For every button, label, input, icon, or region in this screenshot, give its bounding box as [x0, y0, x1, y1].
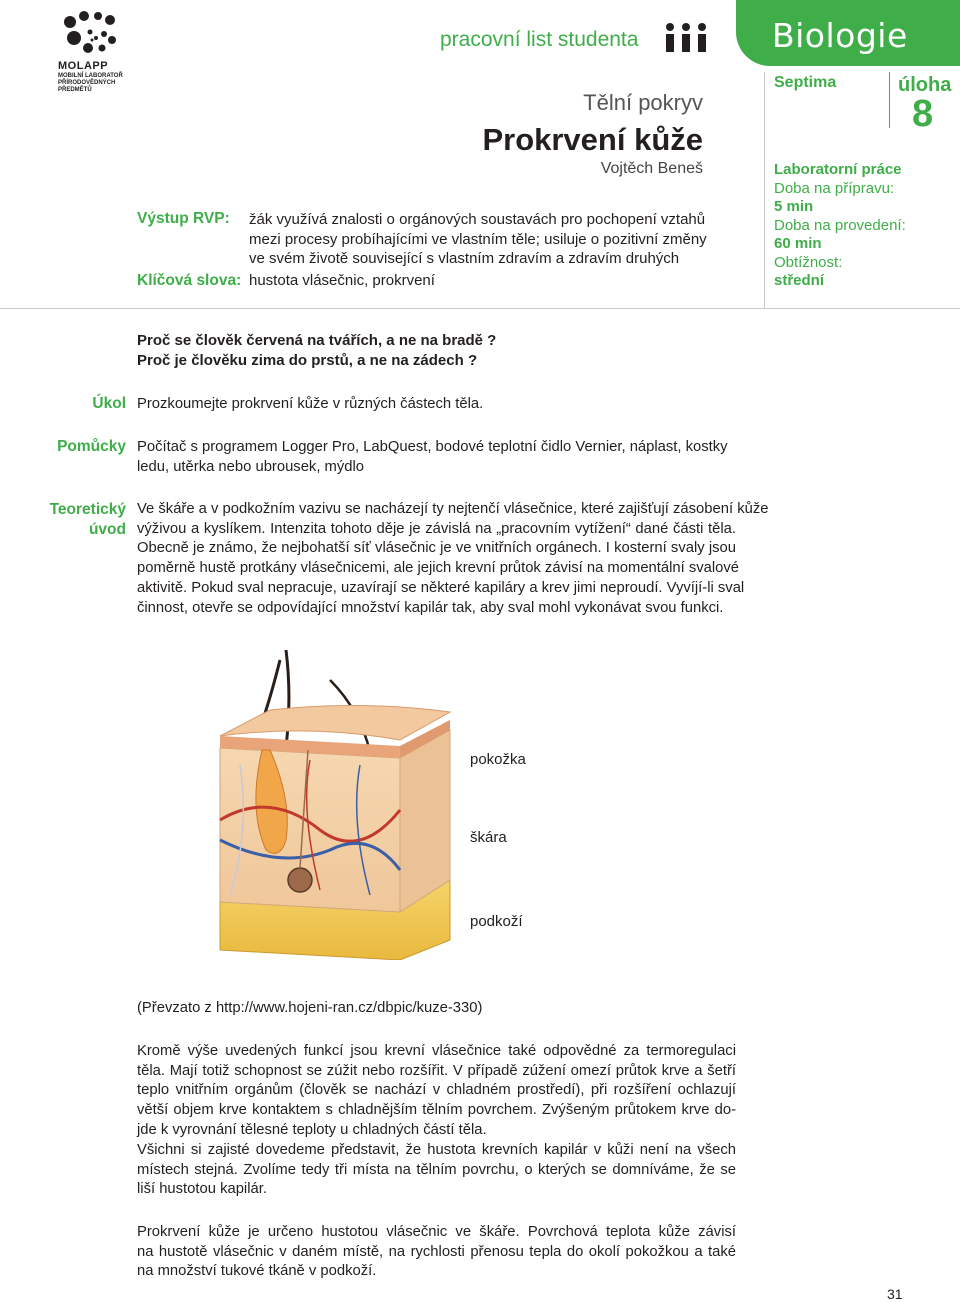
paragraph-line: Kromě výše uvedených funkcí jsou krevní vlásečnice také odpovědné za termoregulaci: [137, 1043, 736, 1059]
rvp-line: mezi procesy probíhajícími ve vlastním těle; usiluje o pozitivní změny: [249, 230, 707, 248]
keywords-label: Klíčová slova:: [137, 272, 242, 289]
skin-cross-section-image: [200, 640, 470, 960]
label-hypodermis: podkoží: [470, 913, 523, 930]
keywords-text: hustota vlásečnic, prokrvení: [249, 272, 435, 289]
worksheet-label: pracovní list studenta: [440, 28, 639, 51]
task-number: 8: [912, 93, 934, 135]
topic: Tělní pokryv: [583, 90, 703, 115]
divider: [0, 308, 960, 309]
logo-subtitle: [58, 73, 123, 94]
rvp-line: žák využívá znalosti o orgánových soustavách pro pochopení vztahů: [249, 211, 706, 228]
question: Proč se člověk červená na tvářích, a ne na bradě ?: [137, 332, 497, 349]
logo-subtitle-line: PŘEDMĚTŮ: [58, 87, 92, 93]
exec-value: 60 min: [774, 235, 822, 252]
paragraph-line: liší hustotou kapilár.: [137, 1181, 267, 1198]
prep-value: 5 min: [774, 198, 814, 215]
divider: [764, 72, 765, 308]
logo-subtitle-line: MOBILNÍ LABORATOŘ: [58, 73, 123, 79]
exec-label: Doba na provedení:: [774, 216, 906, 234]
subject-label: Biologie: [772, 16, 908, 55]
tools-section-label: Pomůcky: [57, 438, 126, 455]
page-title: Prokrvení kůže: [482, 122, 703, 157]
task-section-label: Úkol: [92, 395, 126, 412]
paragraph-line: Prokrvení kůže je určeno hustotou vlásečnic ve škáře. Povrchová teplota kůže závisí: [137, 1224, 736, 1240]
molapp-logo: [58, 10, 128, 96]
theory-line: poměrně hustě protkány vlásečnicemi, ale jejich krevní průtok závisí na momentální svalové: [137, 560, 740, 577]
label-epidermis: pokožka: [470, 751, 526, 768]
difficulty-value: střední: [774, 272, 825, 289]
paragraph-line: teplo vnitřním orgánům (člověk se nachází v chladném prostředí), při rozšíření ochlazují: [137, 1082, 736, 1099]
theory-section-label: Teoretický: [49, 501, 126, 518]
paragraph-line: jde k vyrovnání tělesné teploty u chladných částí těla.: [137, 1121, 487, 1138]
difficulty-label: Obtížnost:: [774, 253, 843, 271]
paragraph-line: těla. Mají totiž schopnost se zúžit nebo rozšířit. V případě zúžení omezí průtok krve a šetří: [137, 1062, 736, 1079]
paragraph-line: místech stejná. Zvolíme tedy tři místa na tělním povrchu, o kterých se domníváme, že se: [137, 1161, 736, 1178]
task-label: úloha: [898, 74, 952, 96]
page-number: 31: [887, 1286, 903, 1302]
tools-line: ledu, utěrka nebo ubrousek, mýdlo: [137, 458, 365, 475]
prep-label: Doba na přípravu:: [774, 179, 895, 197]
tools-line: Počítač s programem Logger Pro, LabQuest, bodové teplotní čidlo Vernier, náplast, kostky: [137, 439, 728, 455]
rvp-line: ve svém životě související s vlastním zdravím a zdravím druhých: [249, 250, 680, 267]
theory-line: výživou a kyslíkem. Intenzita tohoto děje je závislá na „pracovním vytížení“ dané části těla.: [137, 520, 736, 537]
figure-source: (Převzato z http://www.hojeni-ran.cz/dbpic/kuze-330): [137, 1000, 483, 1016]
paragraph-line: na množství tukové tkáně v podkoží.: [137, 1263, 377, 1280]
task-text: Prozkoumejte prokrvení kůže v různých částech těla.: [137, 396, 484, 412]
paragraph-line: na hustotě vlásečnic v daném místě, na rychlosti přenosu tepla do okolí pokožkou a také: [137, 1243, 736, 1260]
paragraph-line: Všichni si zajisté dovedeme představit, že hustota krevních kapilár v kůži není na všech: [137, 1142, 736, 1158]
rvp-label: Výstup RVP:: [137, 210, 230, 227]
label-dermis: škára: [470, 829, 507, 846]
paragraph-line: větší objem krve kontaktem s chladnějším tělním povrchem. Zvýšeným průtokem krve do-: [137, 1102, 736, 1119]
grade-label: Septima: [774, 74, 837, 91]
theory-line: aktivitě. Pokud sval nepracuje, uzavírají se některé kapiláry a krev jimi neproudí. Vyvíjí-li sval: [137, 579, 745, 596]
author: Vojtěch Beneš: [600, 160, 703, 177]
theory-line: Obecně je známo, že nejbohatší síť vlásečnic je ve vnitřních orgánech. I kosterní svaly jsou: [137, 540, 736, 557]
question: Proč je člověku zima do prstů, a ne na zádech ?: [137, 352, 478, 369]
theory-section-label: úvod: [88, 520, 126, 538]
molecule-logo-icon: [60, 10, 120, 56]
logo-subtitle-line: PŘÍRODOVĚDNÝCH: [58, 80, 116, 86]
logo-name: MOLAPP: [58, 60, 109, 72]
theory-line: Ve škáře a v podkožním vazivu se nacházejí ty nejtenčí vlásečnice, které zajišťují zásobení kůže: [137, 501, 769, 517]
student-figures-icon: [664, 22, 708, 54]
divider: [889, 72, 890, 128]
theory-line: činnost, otevře se odpovídající množství kapilár tak, aby sval mohl vykonávat svou funkci.: [137, 599, 724, 616]
work-type: Laboratorní práce: [774, 161, 902, 178]
